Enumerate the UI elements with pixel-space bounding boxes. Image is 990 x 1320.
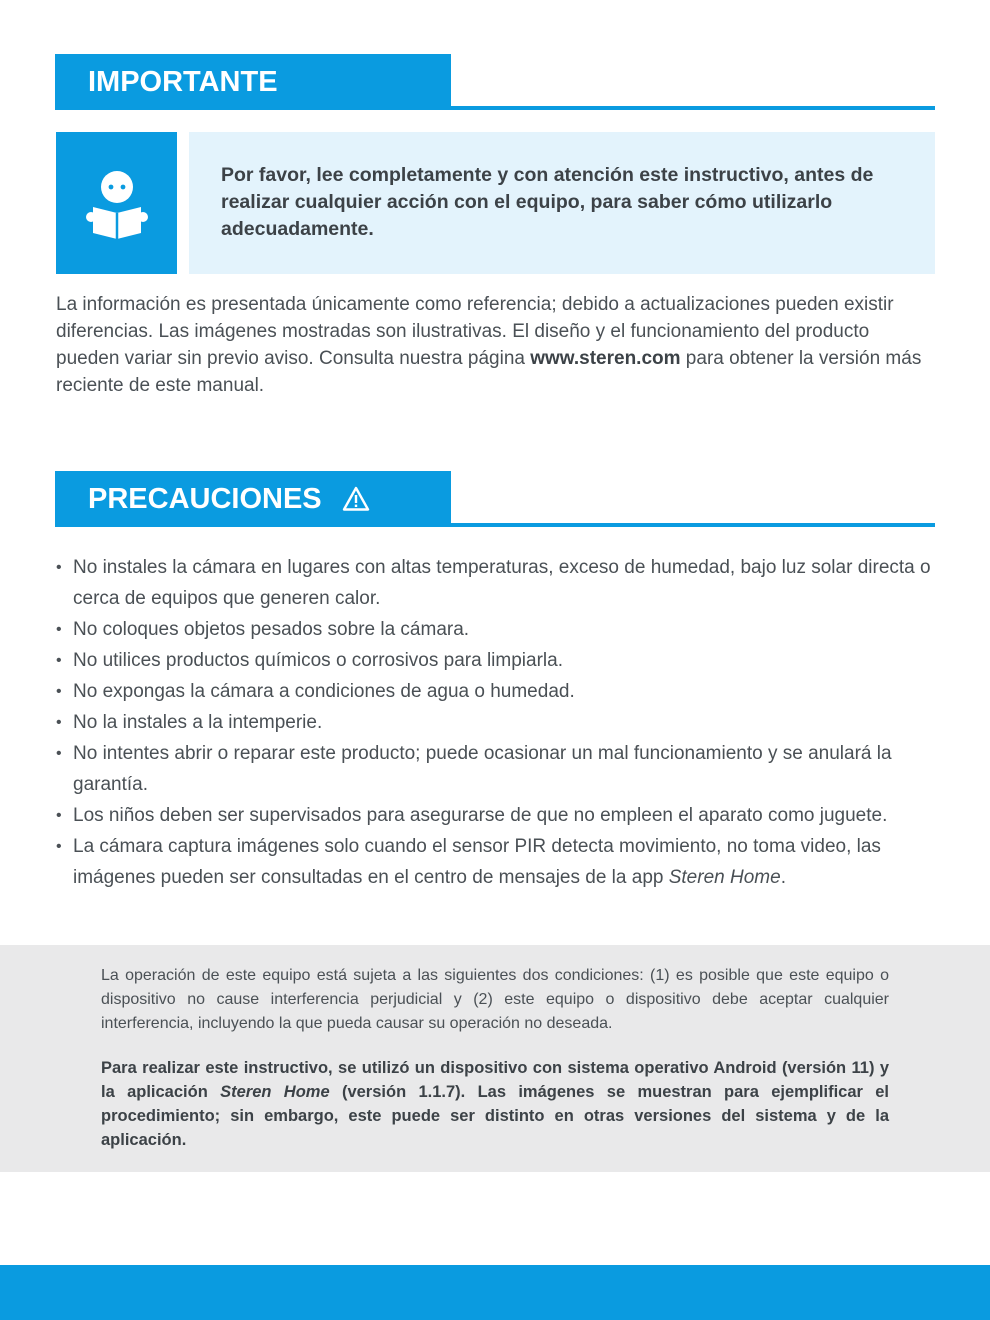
bullet: •	[56, 621, 62, 638]
bullet: •	[56, 807, 62, 824]
app-name: Steren Home	[220, 1083, 330, 1101]
important-title: IMPORTANTE	[88, 66, 278, 98]
warning-triangle-icon	[342, 486, 370, 512]
precautions-title-tab	[55, 471, 451, 527]
list-item: • No coloques objetos pesados sobre la cámara.	[56, 614, 936, 645]
bullet: •	[56, 714, 62, 731]
website-link[interactable]: www.steren.com	[530, 348, 681, 369]
bullet: •	[56, 745, 62, 762]
list-item: • No instales la cámara en lugares con altas temperaturas, exceso de humedad, bajo luz solar directa o cerca de equipos que generen calor.	[56, 552, 936, 614]
footer-bar	[0, 1265, 990, 1320]
notes-panel	[0, 945, 990, 1172]
precautions-list	[56, 552, 936, 893]
bullet: •	[56, 683, 62, 700]
precautions-title: PRECAUCIONES	[88, 483, 322, 515]
precautions-section-header	[55, 471, 935, 527]
list-item: • No expongas la cámara a condiciones de agua o humedad.	[56, 676, 936, 707]
android-note: Para realizar este instructivo, se utilizó un dispositivo con sistema operativo Android (versión 11) y la aplicación Steren Home (versión 1.1.7). Las imágenes se muestran para ejemplificar el procedimiento; sin embargo, este puede ser distinto en otras versiones del sistema y de la aplicación.	[101, 1059, 890, 1149]
header-rule	[55, 106, 935, 110]
list-item: • La cámara captura imágenes solo cuando el sensor PIR detecta movimiento, no toma video, las imágenes pueden ser consultadas en el centro de mensajes de la app Steren Home.	[56, 831, 936, 893]
disclaimer-text-end: para obtener la versión más reciente de este manual.	[56, 348, 922, 396]
notice-text: Por favor, lee completamente y con atención este instructivo, antes de realizar cualquier acción con el equipo, para saber cómo utilizarlo adecuadamente.	[221, 164, 874, 240]
list-item: • No la instales a la intemperie.	[56, 707, 936, 738]
list-item: • No utilices productos químicos o corrosivos para limpiarla.	[56, 645, 936, 676]
app-name: Steren Home	[668, 867, 781, 888]
conditions-text: La operación de este equipo está sujeta a las siguientes dos condiciones: (1) es posible que este equipo o dispositivo no cause interferencia perjudicial y (2) este equipo o dispositivo debe aceptar cualquier interferencia, incluyendo la que pueda causar su operación no deseada.	[101, 967, 889, 1032]
reading-person-icon	[85, 167, 149, 239]
important-section-header	[55, 54, 935, 110]
disclaimer-text: La información es presentada únicamente como referencia; debido a actualizaciones pueden existir diferencias. Las imágenes mostradas son ilustrativas. El diseño y el funcionamiento del producto pueden variar sin previo aviso. Consulta nuestra página	[56, 294, 894, 369]
notice-icon-box	[56, 132, 177, 274]
list-item: • Los niños deben ser supervisados para asegurarse de que no empleen el aparato como juguete.	[56, 800, 936, 831]
important-title-tab	[55, 54, 451, 110]
list-item: • No intentes abrir o reparar este producto; puede ocasionar un mal funcionamiento y se anulará la garantía.	[56, 738, 936, 800]
bullet: •	[56, 652, 62, 669]
header-rule	[55, 523, 935, 527]
bullet: •	[56, 838, 62, 855]
disclaimer-paragraph	[56, 291, 936, 399]
notice-box	[189, 132, 935, 274]
bullet: •	[56, 559, 62, 576]
